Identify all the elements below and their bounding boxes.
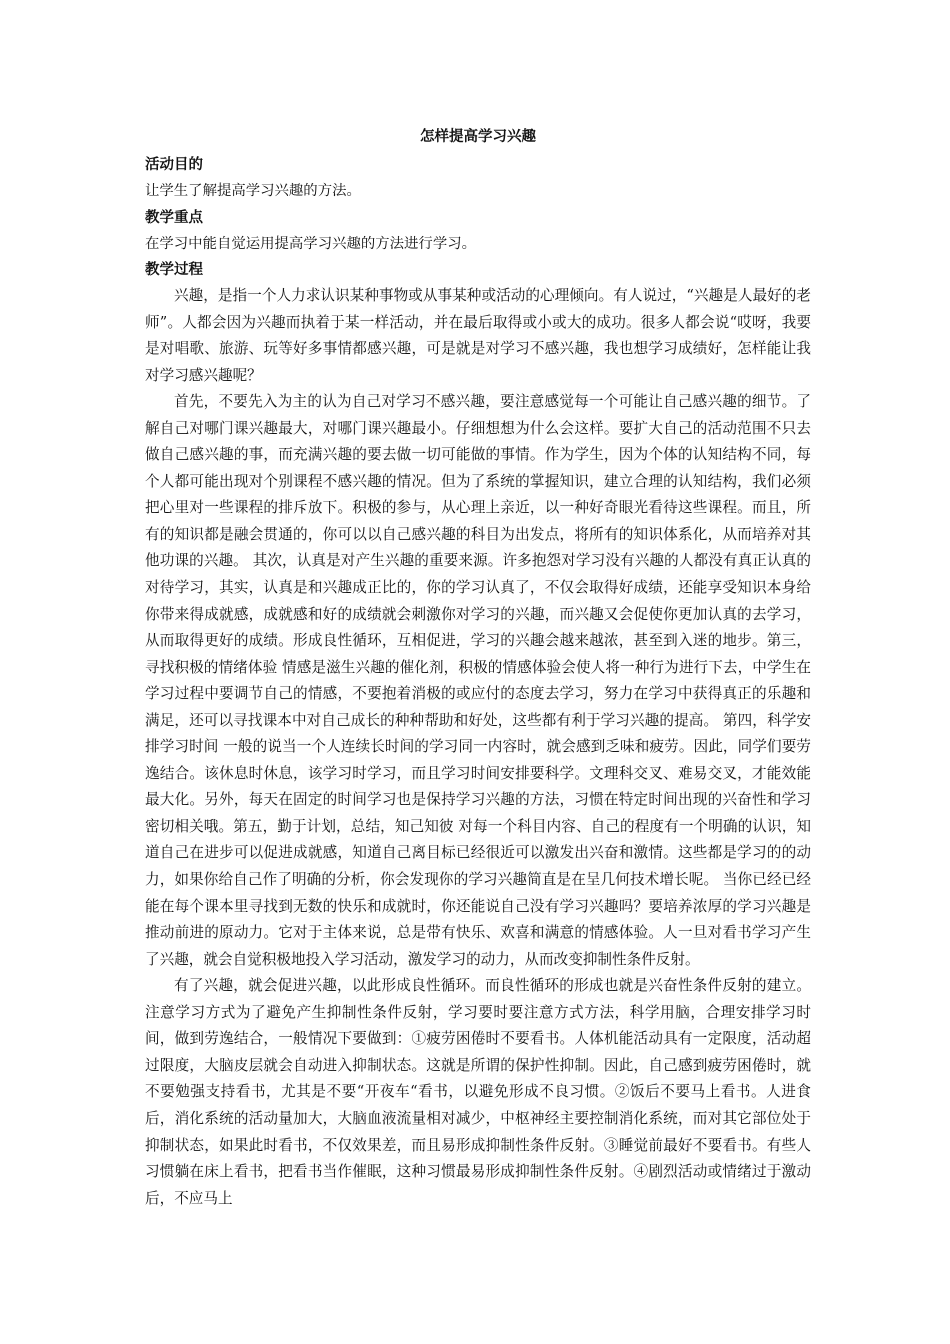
section-text-focus: 在学习中能自觉运用提高学习兴趣的方法进行学习。 [145, 235, 476, 252]
process-paragraph-3: 有了兴趣，就会促进兴趣，以此形成良性循环。而良性循环的形成也就是兴奋性条件反射的建立。注意学习方式为了避免产生抑制性条件反射，学习要时要注意方式方法，科学用脑，合理安排学习时间，做到劳逸结合，一般情况下要做到：①疲劳困倦时不要看书。人体机能活动具有一定限度，活动超过限度，大脑皮层就会自动进入抑制状态。这就是所谓的保护性抑制。因此，自己感到疲劳困倦时，就不要勉强支持看书，尤其是不要“开夜车“看书，以避免形成不良习惯。②饭后不要马上看书。人进食后，消化系统的活动量加大，大脑血液流量相对减少，中枢神经主要控制消化系统，而对其它部位处于抑制状态，如果此时看书，不仅效果差，而且易形成抑制性条件反射。③睡觉前最好不要看书。有些人习惯躺在床上看书，把看书当作催眠，这种习惯最易形成抑制性条件反射。④剧烈活动或情绪过于激动后，不应马上 [145, 977, 811, 1207]
process-paragraph-1: 兴趣，是指一个人力求认识某种事物或从事某种或活动的心理倾向。有人说过，“兴趣是人最好的老师”。人都会因为兴趣而执着于某一样活动，并在最后取得或小或大的成功。很多人都会说“哎呀，我要是对唱歌、旅游、玩等好多事情都感兴趣，可是就是对学习不感兴趣，我也想学习成绩好，怎样能让我对学习感兴趣呢？ [145, 287, 811, 384]
section-text-purpose: 让学生了解提高学习兴趣的方法。 [145, 183, 361, 199]
section-heading-focus: 教学重点 [145, 209, 203, 226]
process-paragraph-2: 首先，不要先入为主的认为自己对学习不感兴趣，要注意感觉每一个可能让自己感兴趣的细节。了解自己对哪门课兴趣最大，对哪门课兴趣最小。仔细想想为什么会这样。要扩大自己的活动范围不只去做自己感兴趣的事，而充满兴趣的要去做一切可能做的事情。作为学生，因为个体的认知结构不同，每个人都可能出现对个别课程不感兴趣的情况。但为了系统的掌握知识，建立合理的认知结构，我们必须把心里对一些课程的排斥放下。积极的参与，从心理上亲近，以一种好奇眼光看待这些课程。而且，所有的知识都是融会贯通的，你可以以自己感兴趣的科目为出发点，将所有的知识体系化，从而培养对其他功课的兴趣。 其次，认真是对产生兴趣的重要来源。许多抱怨对学习没有兴趣的人都没有真正认真的对待学习，其实，认真是和兴趣成正比的，你的学习认真了，不仅会取得好成绩，还能享受知识本身给你带来得成就感，成就感和好的成绩就会刺激你对学习的兴趣，而兴趣又会促使你更加认真的去学习，从而取得更好的成绩。形成良性循环，互相促进，学习的兴趣会越来越浓，甚至到入迷的地步。第三，寻找积极的情绪体验 情感是滋生兴趣的催化剂，积极的情感体验会使人将一种行为进行下去，中学生在学习过程中要调节自己的情感，不要抱着消极的或应付的态度去学习，努力在学习中获得真正的乐趣和满足，还可以寻找课本中对自己成长的种种帮助和好处，这些都有利于学习兴趣的提高。 第四，科学安排学习时间 一般的说当一个人连续长时间的学习同一内容时，就会感到乏味和疲劳。因此，同学们要劳逸结合。该休息时休息，该学习时学习，而且学习时间安排要科学。文理科交叉、难易交叉，才能效能最大化。另外，每天在固定的时间学习也是保持学习兴趣的方法，习惯在特定时间出现的兴奋性和学习密切相关哦。第五，勤于计划，总结，知己知彼 对每一个科目内容、自己的程度有一个明确的认识，知道自己在进步可以促进成就感，知道自己离目标已经很近可以激发出兴奋和激情。这些都是学习的的动力，如果你给自己作了明确的分析，你会发现你的学习兴趣简直是在呈几何技术增长呢。 当你已经已经能在每个课本里寻找到无数的快乐和成就时，你还能说自己没有学习兴趣吗？要培养浓厚的学习兴趣是推动前进的原动力。它对于主体来说，总是带有快乐、欢喜和满意的情感体验。人一旦对看书学习产生了兴趣，就会自觉积极地投入学习活动，激发学习的动力，从而改变抑制性条件反射。 [145, 393, 811, 968]
document-page [145, 126, 811, 1212]
section-heading-process: 教学过程 [145, 262, 203, 278]
document-title: 怎样提高学习兴趣 [420, 129, 536, 145]
section-heading-purpose: 活动目的 [145, 157, 203, 173]
